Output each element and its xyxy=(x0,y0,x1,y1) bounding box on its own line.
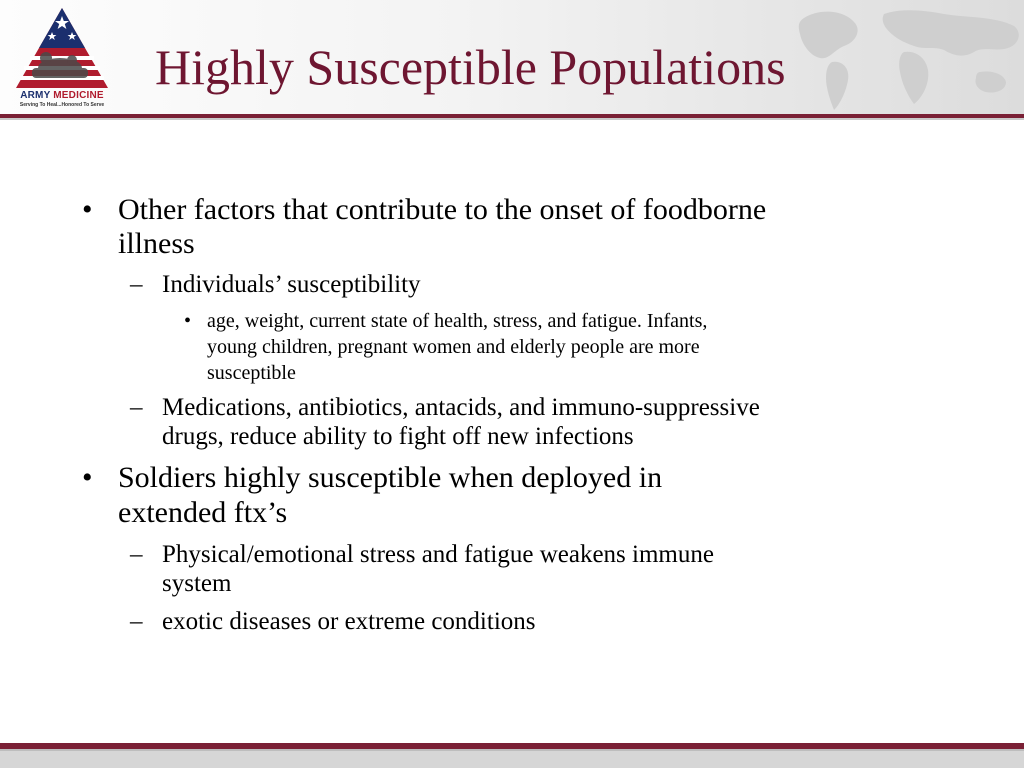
sub-bullet-text: Individuals’ susceptibility xyxy=(162,271,421,298)
sub-bullet-text-line: Medications, antibiotics, antacids, and immuno-suppressive xyxy=(162,394,760,421)
logo-wordmark: ARMY MEDICINE xyxy=(20,90,104,101)
dash-marker: – xyxy=(130,541,143,568)
bullet-text-line: illness xyxy=(118,227,195,260)
bullet-text-line: Other factors that contribute to the onset of foodborne xyxy=(118,193,767,226)
dash-marker: – xyxy=(130,271,143,298)
slide-header xyxy=(0,0,1024,114)
bullet-marker: • xyxy=(82,461,93,494)
sub-bullet-text-line: system xyxy=(162,570,232,597)
header-divider xyxy=(0,118,1024,120)
footer-divider xyxy=(0,749,1024,751)
dash-marker: – xyxy=(130,394,143,421)
sub-sub-bullet-text-line: young children, pregnant women and elderly people are more xyxy=(207,336,700,358)
sub-sub-bullet-text-line: age, weight, current state of health, stress, and fatigue. Infants, xyxy=(207,310,708,332)
slide-title: Highly Susceptible Populations xyxy=(155,39,786,95)
logo-tagline: Serving To Heal...Honored To Serve xyxy=(19,102,105,108)
bullet-text-line: Soldiers highly susceptible when deployed in xyxy=(118,461,663,494)
bullet-marker: • xyxy=(82,193,93,226)
footer-bar xyxy=(0,749,1024,768)
small-bullet-marker: • xyxy=(184,310,192,332)
sub-bullet-text-line: drugs, reduce ability to fight off new infections xyxy=(162,423,634,450)
army-medicine-logo xyxy=(8,4,116,110)
bullet-text-line: extended ftx’s xyxy=(118,496,288,529)
sub-sub-bullet-text-line: susceptible xyxy=(207,362,296,384)
dash-marker: – xyxy=(130,608,143,635)
sub-bullet-text-line: Physical/emotional stress and fatigue weakens immune xyxy=(162,541,714,568)
world-map-watermark xyxy=(784,0,1024,114)
sub-bullet-text: exotic diseases or extreme conditions xyxy=(162,608,536,635)
